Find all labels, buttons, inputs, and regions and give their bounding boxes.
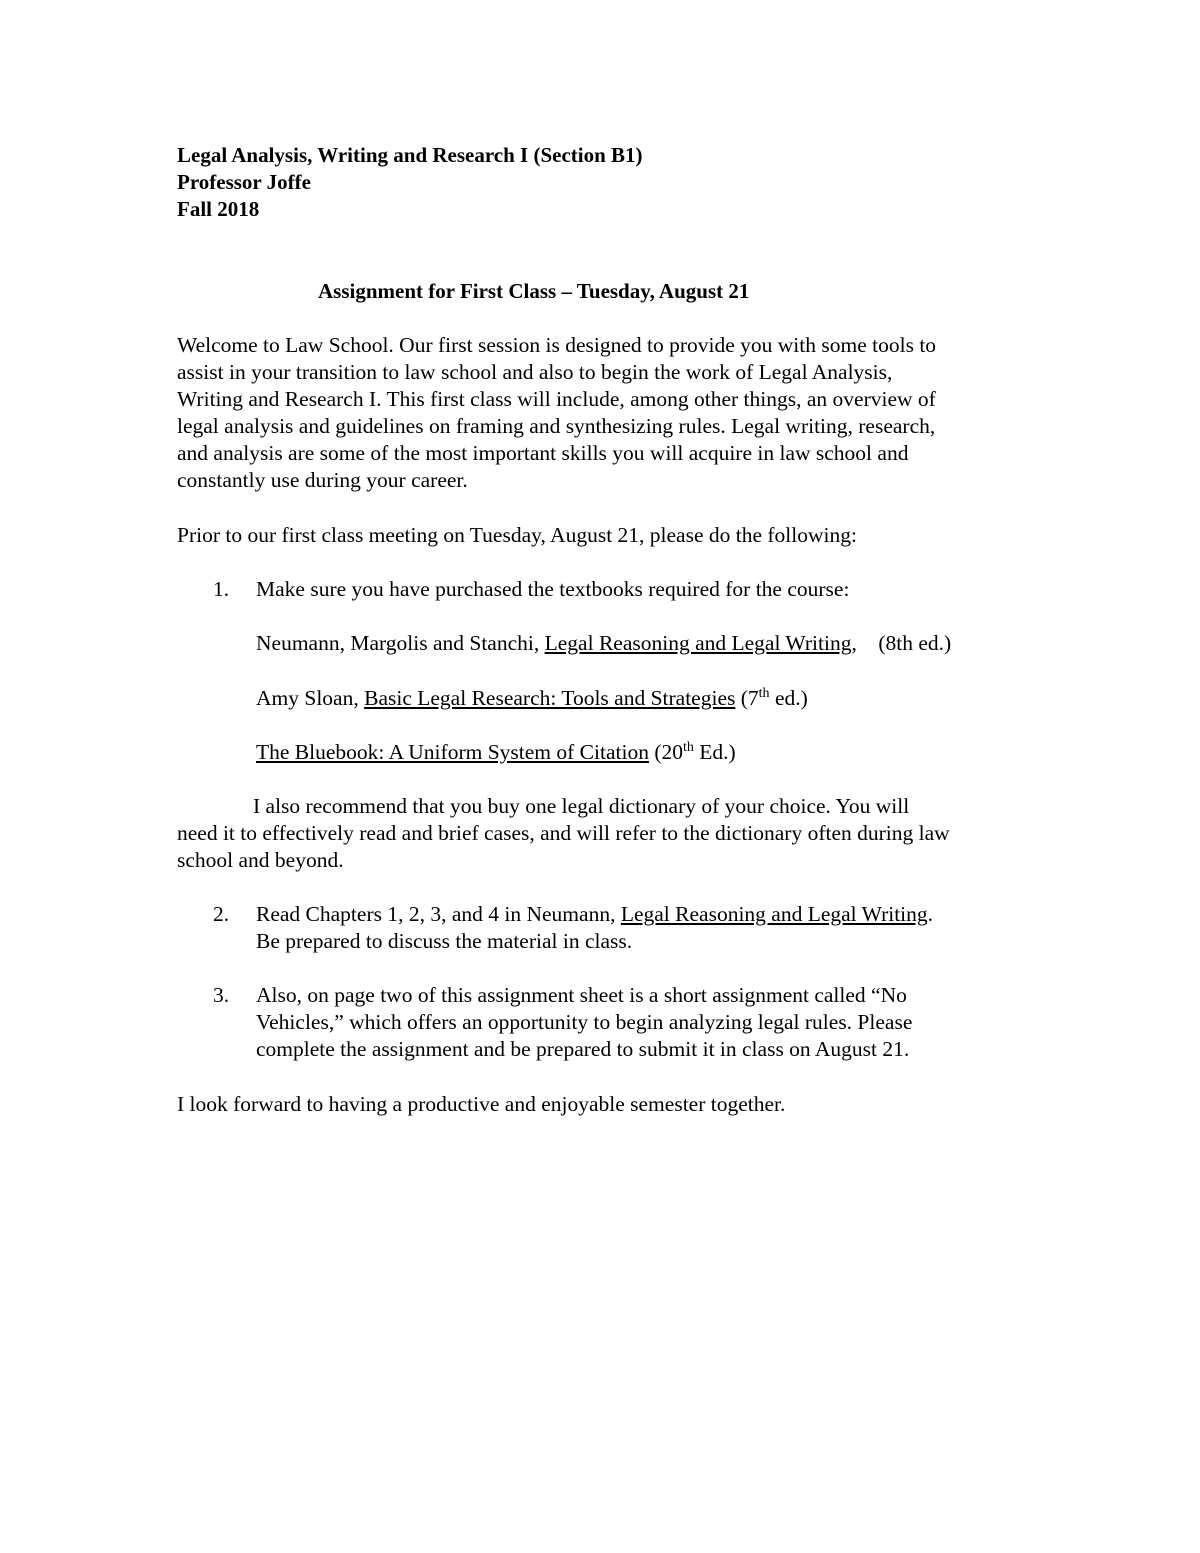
course-title: Legal Analysis, Writing and Research I (Section B1): [177, 143, 643, 167]
closing-line: I look forward to having a productive and enjoyable semester together.: [177, 1092, 786, 1116]
item-1-text: Make sure you have purchased the textbooks required for the course:: [256, 577, 850, 601]
item-2-prefix: Read Chapters 1, 2, 3, and 4 in Neumann,: [256, 902, 621, 926]
term: Fall 2018: [177, 197, 260, 221]
textbook-edition-number: (7: [735, 686, 759, 710]
item-2-book-title: Legal Reasoning and Legal Writing: [620, 902, 928, 926]
textbook-separator: ,: [851, 631, 879, 655]
item-number: 1.: [213, 577, 230, 601]
textbook-edition-number: (20: [648, 740, 683, 764]
textbook-title: The Bluebook: A Uniform System of Citation: [256, 740, 649, 764]
item-number: 2.: [213, 902, 230, 926]
prior-instructions: Prior to our first class meeting on Tuesday, August 21, please do the following:: [177, 523, 857, 547]
textbook-title: Legal Reasoning and Legal Writing: [544, 631, 852, 655]
item-2-suffix: .: [927, 902, 934, 926]
textbook-3: [256, 739, 736, 766]
item-3-line: Also, on page two of this assignment sheet is a short assignment called “No: [256, 983, 907, 1007]
dictionary-paragraph: [177, 793, 1037, 874]
assignment-title: Assignment for First Class – Tuesday, August 21: [318, 279, 750, 303]
dictionary-line: school and beyond.: [177, 848, 344, 872]
dictionary-line: I also recommend that you buy one legal dictionary of your choice. You will: [253, 794, 910, 818]
item-2-line: Be prepared to discuss the material in class.: [256, 929, 633, 953]
textbook-edition: Ed.): [693, 740, 736, 764]
intro-line: Writing and Research I. This first class will include, among other things, an overview of: [177, 387, 936, 411]
item-3-line: Vehicles,” which offers an opportunity to begin analyzing legal rules. Please: [256, 1010, 913, 1034]
textbook-authors: Amy Sloan,: [256, 686, 365, 710]
intro-paragraph: [177, 332, 1037, 494]
textbook-title: Basic Legal Research: Tools and Strategies: [364, 686, 736, 710]
intro-line: constantly use during your career.: [177, 468, 468, 492]
textbook-authors: Neumann, Margolis and Stanchi,: [256, 631, 545, 655]
item-3-line: complete the assignment and be prepared to submit it in class on August 21.: [256, 1037, 910, 1061]
item-2-text: [256, 901, 933, 955]
intro-line: Welcome to Law School. Our first session is designed to provide you with some tools to: [177, 333, 937, 357]
intro-line: assist in your transition to law school and also to begin the work of Legal Analysis,: [177, 360, 893, 384]
textbook-2: [256, 685, 808, 712]
dictionary-line: need it to effectively read and brief cases, and will refer to the dictionary often during law: [177, 821, 950, 845]
item-3-text: [256, 982, 912, 1063]
textbook-1: [256, 630, 951, 657]
item-number: 3.: [213, 983, 230, 1007]
ordinal-suffix: th: [683, 739, 694, 755]
professor-name: Professor Joffe: [177, 170, 311, 194]
textbook-edition: ed.): [769, 686, 808, 710]
intro-line: legal analysis and guidelines on framing and synthesizing rules. Legal writing, research,: [177, 414, 936, 438]
intro-line: and analysis are some of the most important skills you will acquire in law school and: [177, 441, 909, 465]
document-header: [177, 142, 643, 223]
ordinal-suffix: th: [758, 685, 770, 701]
textbook-edition: (8th ed.): [878, 631, 952, 655]
